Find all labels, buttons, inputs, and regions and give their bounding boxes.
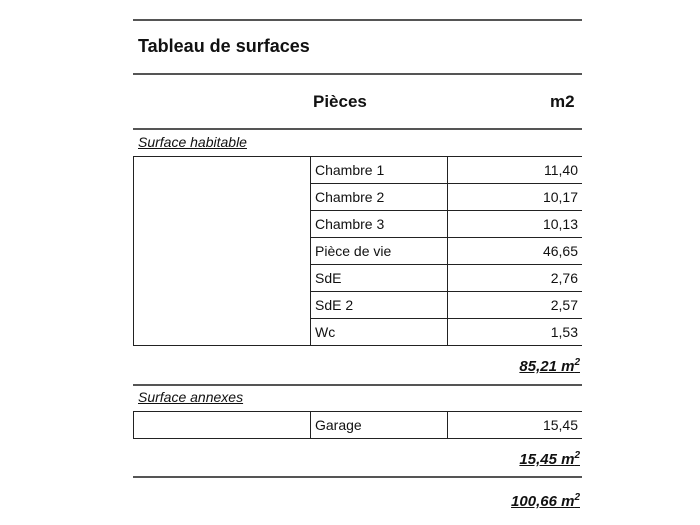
blank-cell: [134, 412, 311, 439]
section-label-habitable: Surface habitable: [138, 134, 247, 150]
room-area: 2,57: [448, 292, 583, 319]
room-name: Chambre 2: [311, 184, 448, 211]
column-header-rooms: Pièces: [313, 92, 367, 111]
room-area: 46,65: [448, 238, 583, 265]
room-area: 11,40: [448, 157, 583, 184]
page-title: Tableau de surfaces: [138, 36, 310, 56]
room-name: SdE: [311, 265, 448, 292]
divider-top: [133, 19, 582, 21]
blank-cell: [134, 157, 311, 346]
room-area: 10,17: [448, 184, 583, 211]
room-area: 1,53: [448, 319, 583, 346]
room-name: SdE 2: [311, 292, 448, 319]
divider-title: [133, 73, 582, 75]
room-name: Chambre 1: [311, 157, 448, 184]
column-header-area: m2: [550, 92, 575, 111]
divider-header: [133, 128, 582, 130]
subtotal-habitable: 85,21 $m^2$: [519, 357, 580, 375]
section-label-annexes: Surface annexes: [138, 389, 244, 405]
grand-total: 100,66 $m^2$: [511, 492, 580, 510]
table-row: [134, 157, 583, 184]
room-area: 15,45: [448, 412, 583, 439]
habitable-rooms-table: [133, 156, 582, 346]
table-row: [134, 412, 583, 439]
room-name: Wc: [311, 319, 448, 346]
room-area: 10,13: [448, 211, 583, 238]
divider-total: [133, 476, 582, 478]
room-name: Pièce de vie: [311, 238, 448, 265]
annex-rooms-table: [133, 411, 582, 439]
divider-section: [133, 384, 582, 386]
room-name: Garage: [311, 412, 448, 439]
subtotal-annexes: 15,45 $m^2$: [519, 450, 580, 468]
room-name: Chambre 3: [311, 211, 448, 238]
room-area: 2,76: [448, 265, 583, 292]
